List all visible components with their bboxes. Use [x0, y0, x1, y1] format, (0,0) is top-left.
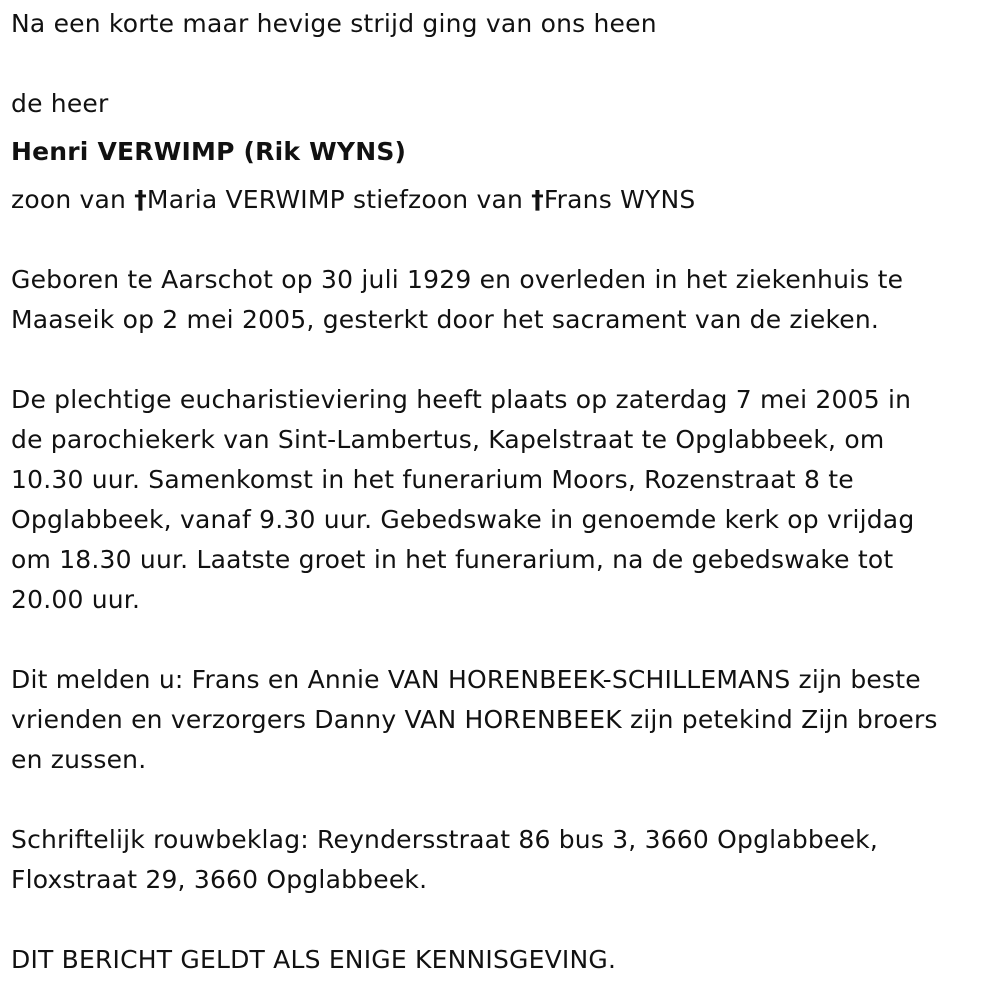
- spacer: [11, 340, 986, 380]
- cross-icon: †: [134, 185, 147, 214]
- spacer: [11, 620, 986, 660]
- paragraph-line: en zussen.: [11, 745, 147, 774]
- intro-text: Na een korte maar hevige strijd ging van ons heen: [11, 9, 657, 38]
- announcers-paragraph: [11, 660, 986, 780]
- paragraph-line: Dit melden u: Frans en Annie VAN HORENBEEK-SCHILLEMANS zijn beste: [11, 665, 921, 694]
- parents-line: [11, 180, 986, 220]
- mother-name: Maria VERWIMP stiefzoon van: [146, 185, 532, 214]
- paragraph-line: vrienden en verzorgers Danny VAN HORENBEEK zijn petekind Zijn broers: [11, 705, 938, 734]
- birth-death-paragraph: [11, 260, 986, 340]
- paragraph-line: Geboren te Aarschot op 30 juli 1929 en overleden in het ziekenhuis te: [11, 265, 904, 294]
- title-prefix: de heer: [11, 89, 109, 118]
- parents-prefix: zoon van: [11, 185, 135, 214]
- deceased-name: Henri VERWIMP (Rik WYNS): [11, 137, 407, 166]
- paragraph-line: 10.30 uur. Samenkomst in het funerarium Moors, Rozenstraat 8 te: [11, 465, 854, 494]
- spacer: [11, 900, 986, 940]
- ceremony-paragraph: [11, 380, 986, 620]
- spacer: [11, 220, 986, 260]
- condolences-paragraph: [11, 820, 986, 900]
- death-notice: [11, 4, 986, 980]
- paragraph-line: Opglabbeek, vanaf 9.30 uur. Gebedswake in genoemde kerk op vrijdag: [11, 505, 915, 534]
- paragraph-line: 20.00 uur.: [11, 585, 141, 614]
- paragraph-line: De plechtige eucharistieviering heeft plaats op zaterdag 7 mei 2005 in: [11, 385, 912, 414]
- spacer: [11, 780, 986, 820]
- paragraph-line: Maaseik op 2 mei 2005, gesterkt door het sacrament van de zieken.: [11, 305, 880, 334]
- paragraph-line: Schriftelijk rouwbeklag: Reyndersstraat 86 bus 3, 3660 Opglabbeek,: [11, 825, 878, 854]
- paragraph-line: om 18.30 uur. Laatste groet in het funerarium, na de gebedswake tot: [11, 545, 894, 574]
- paragraph-line: Floxstraat 29, 3660 Opglabbeek.: [11, 865, 428, 894]
- stepfather-name: Frans WYNS: [543, 185, 696, 214]
- spacer: [11, 44, 986, 84]
- closing-notice: DIT BERICHT GELDT ALS ENIGE KENNISGEVING.: [11, 945, 617, 974]
- cross-icon: †: [531, 185, 544, 214]
- paragraph-line: de parochiekerk van Sint-Lambertus, Kapelstraat te Opglabbeek, om: [11, 425, 885, 454]
